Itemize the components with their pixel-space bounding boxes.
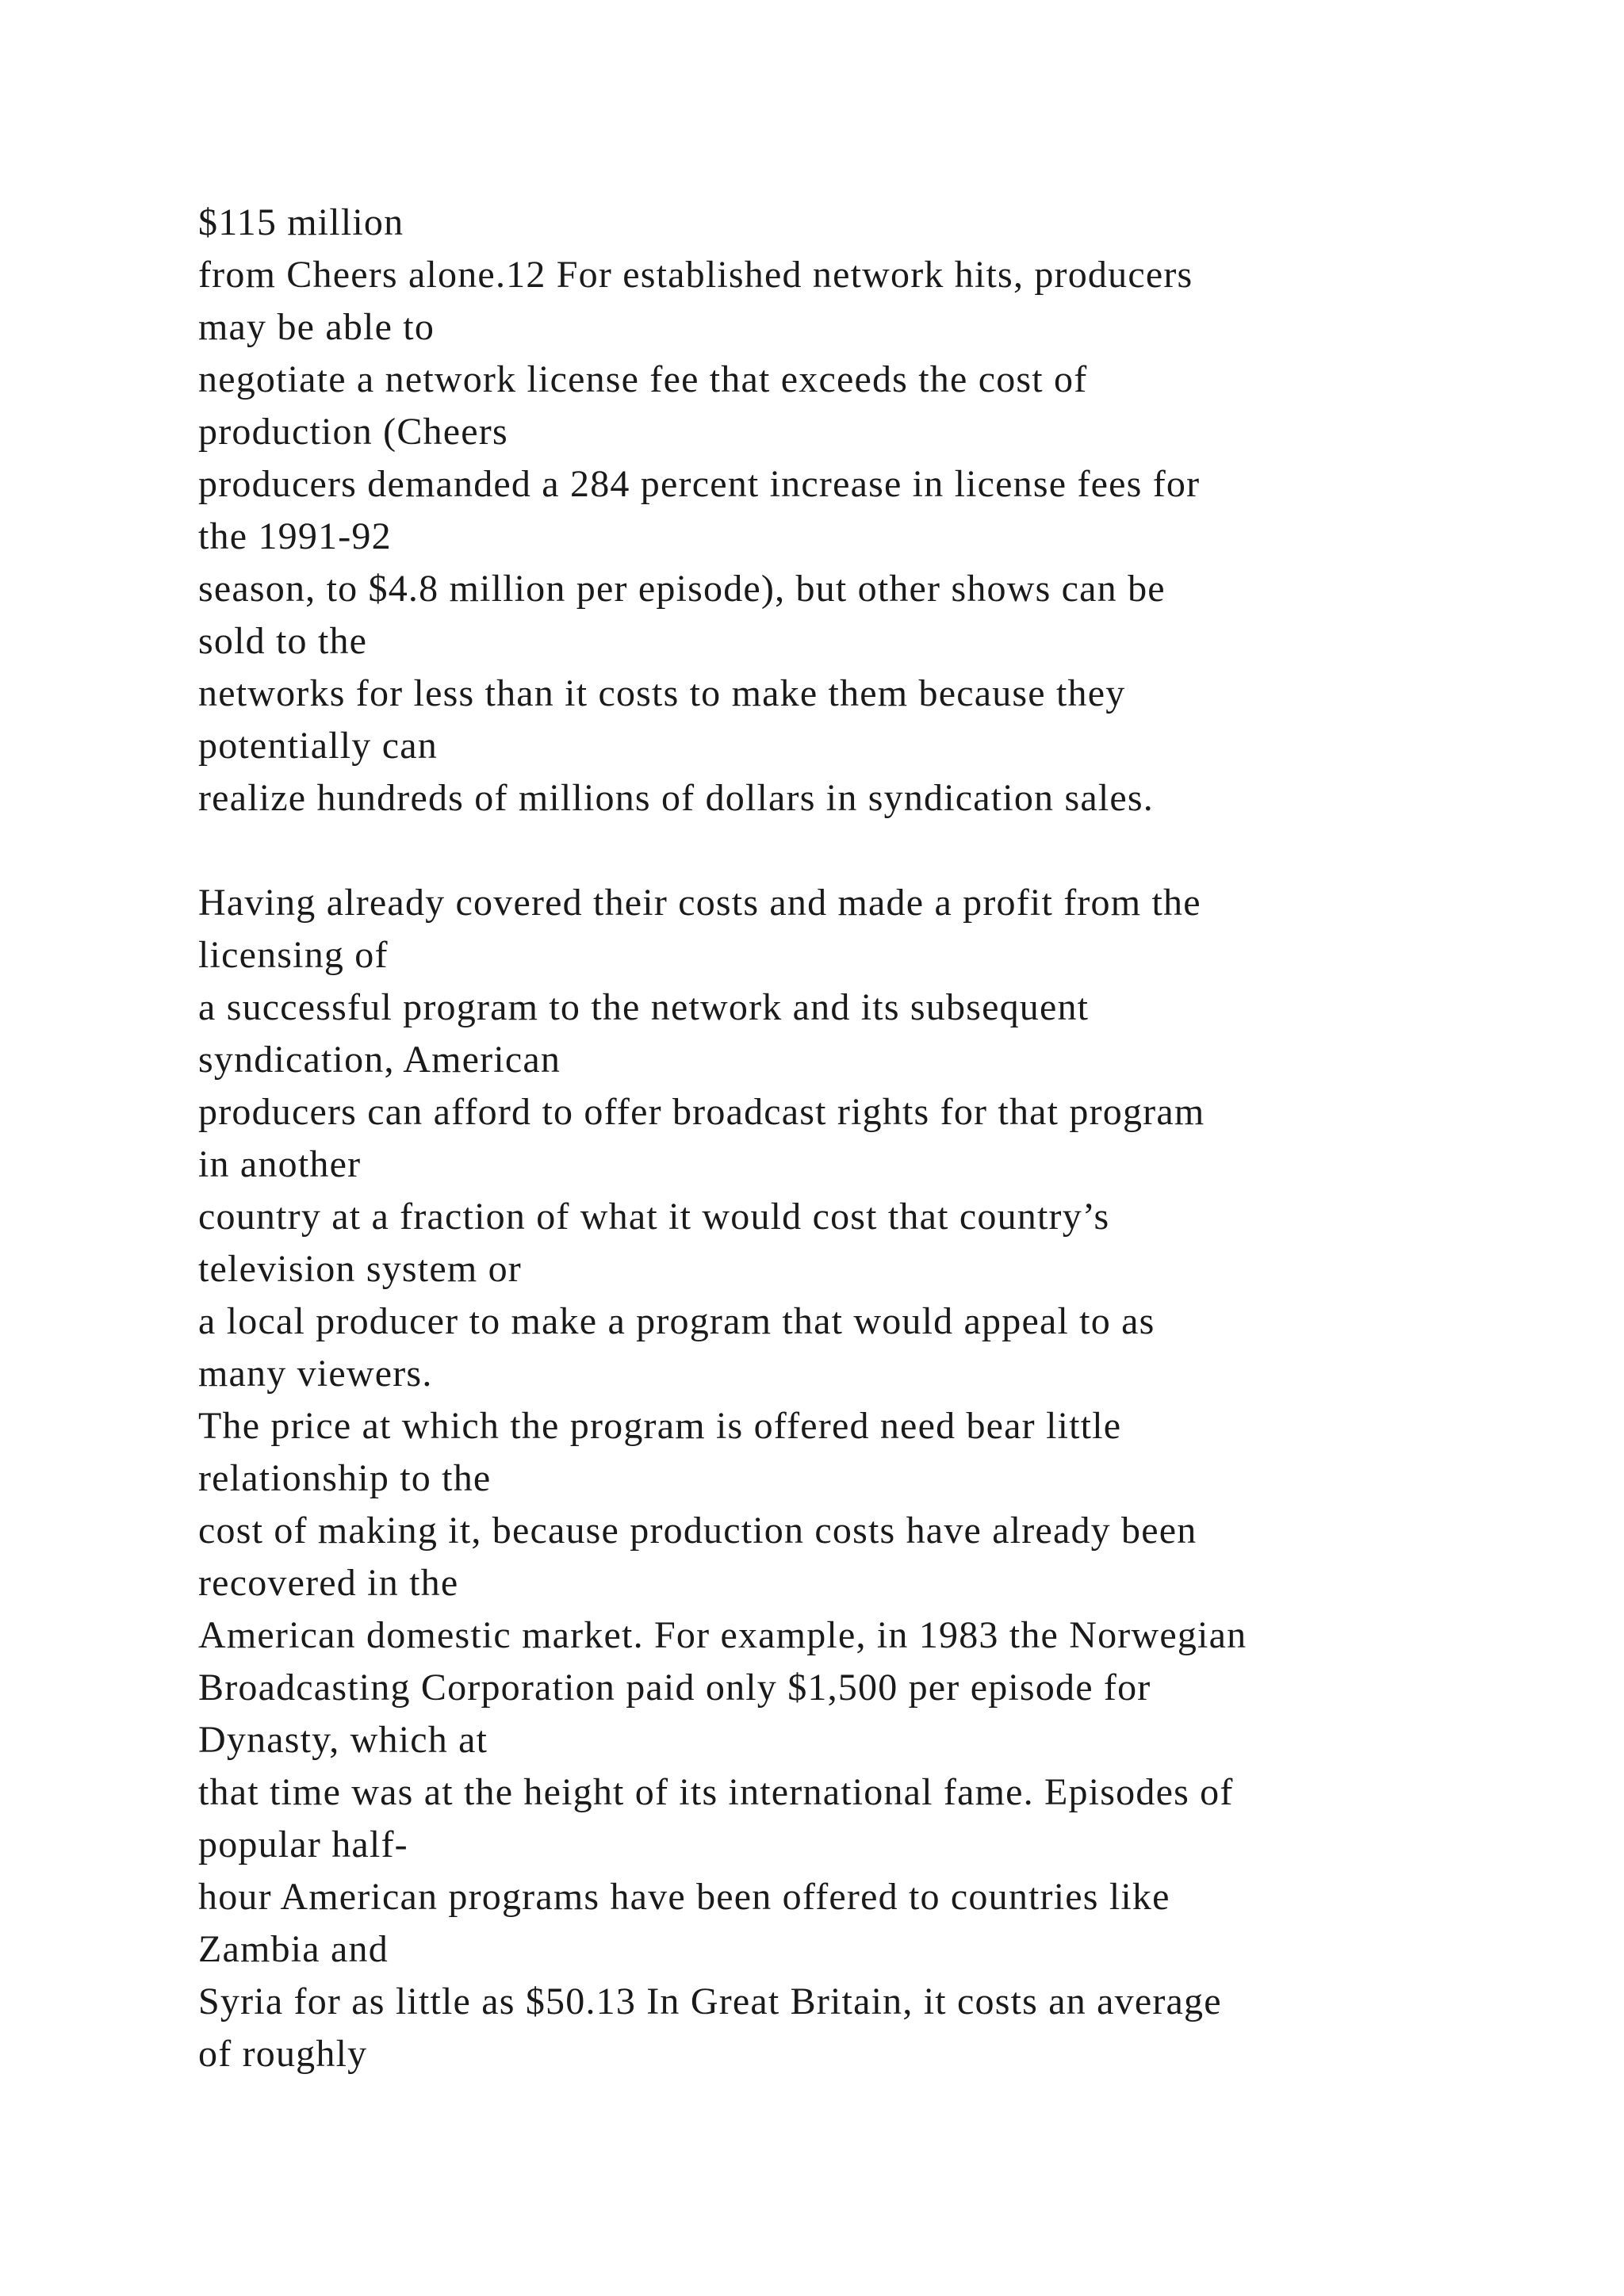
text-line: recovered in the [198, 1562, 459, 1604]
text-line: American domestic market. For example, in 1983 the Norwegian [198, 1614, 1247, 1656]
text-line: hour American programs have been offered to countries like [198, 1876, 1170, 1918]
text-line: the 1991-92 [198, 515, 392, 557]
text-line: Zambia and [198, 1928, 389, 1970]
text-line: production (Cheers [198, 411, 508, 453]
text-line: The price at which the program is offered need bear little [198, 1405, 1122, 1447]
text-line: season, to $4.8 million per episode), but other shows can be [198, 568, 1166, 610]
paragraph-2 [198, 877, 1546, 2080]
text-line: realize hundreds of millions of dollars in syndication sales. [198, 777, 1154, 819]
paragraph-spacer [198, 825, 1546, 877]
text-line: that time was at the height of its international fame. Episodes of [198, 1771, 1234, 1813]
text-line: a successful program to the network and its subsequent [198, 986, 1090, 1028]
paragraph-1 [198, 197, 1546, 825]
text-line: Broadcasting Corporation paid only $1,500 per episode for [198, 1667, 1151, 1709]
text-line: Syria for as little as $50.13 In Great Britain, it costs an average [198, 1980, 1222, 2022]
text-line: sold to the [198, 620, 368, 662]
text-line: from Cheers alone.12 For established network hits, producers [198, 254, 1193, 296]
text-line: many viewers. [198, 1353, 433, 1395]
text-line: may be able to [198, 306, 435, 348]
text-line: relationship to the [198, 1457, 492, 1499]
text-line: cost of making it, because production costs have already been [198, 1510, 1197, 1552]
text-line: producers demanded a 284 percent increase in license fees for [198, 463, 1201, 505]
text-line: Having already covered their costs and made a profit from the [198, 882, 1201, 924]
text-line: in another [198, 1143, 362, 1185]
text-line: Dynasty, which at [198, 1719, 488, 1761]
text-line: $115 million [198, 201, 404, 243]
text-line: licensing of [198, 934, 389, 976]
text-line: producers can afford to offer broadcast rights for that program [198, 1091, 1205, 1133]
text-line: syndication, American [198, 1039, 561, 1081]
text-line: potentially can [198, 725, 438, 767]
text-line: networks for less than it costs to make them because they [198, 672, 1126, 714]
text-line: a local producer to make a program that would appeal to as [198, 1300, 1155, 1342]
text-line: negotiate a network license fee that exceeds the cost of [198, 358, 1088, 400]
body-text [198, 197, 1546, 2080]
text-line: television system or [198, 1248, 522, 1290]
text-line: of roughly [198, 2033, 368, 2075]
text-line: country at a fraction of what it would cost that country’s [198, 1196, 1110, 1238]
text-line: popular half- [198, 1823, 408, 1866]
